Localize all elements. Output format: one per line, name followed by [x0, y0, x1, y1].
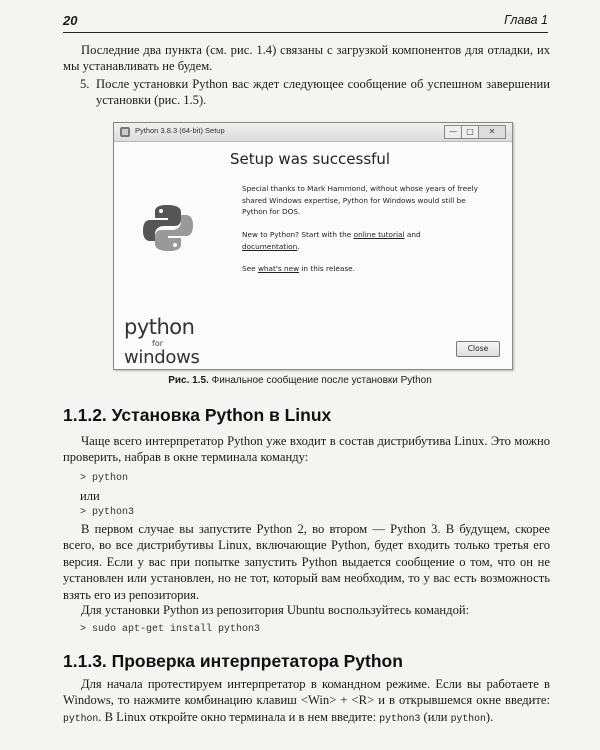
code-python: > python [80, 473, 129, 484]
check-paragraph: Для начала протестируем интерпретатор в командном режиме. Если вы работаете в Windows, то нажмите комбинацию клавиш <Win> + <R> и в открывшемся окне введите: python. В Linux откройте окно терминала и в нем введите: python3 (или python). [63, 677, 550, 724]
window-close-button[interactable]: ✕ [478, 125, 506, 139]
list-text: После установки Python вас ждет следующее сообщение об успешном завершении установки (рис. 1.5). [96, 77, 550, 108]
minimize-button[interactable]: — [444, 125, 462, 139]
window-controls [445, 125, 506, 138]
section-title-linux: 1.1.2. Установка Python в Linux [63, 405, 332, 425]
window-titlebar [114, 123, 512, 142]
figure-caption: Рис. 1.5. Финальное сообщение после установки Python [168, 375, 432, 386]
figure-label: Рис. 1.5. [168, 375, 209, 386]
linux-paragraph-2: В первом случае вы запустите Python 2, во втором — Python 3. В будущем, скорее всего, во все дистрибутивы Linux, включающие Python, будет входить только третья его версия. Если у вас при попытке запустить Python выдается сообщение о том, что он не установлен или установлен, но не тот, который вам необходим, то у вас есть возможность взять его из репозитория. [63, 522, 550, 602]
linux-paragraph-1: Чаще всего интерпретатор Python уже входит в состав дистрибутива Linux. Это можно проверить, набрав в окне терминала команду: [63, 434, 550, 465]
close-button[interactable]: Close [456, 341, 500, 357]
new-to-python-text: New to Python? Start with the online tutorial and documentation. [242, 230, 421, 251]
code-python3: > python3 [80, 507, 135, 518]
page-header [63, 12, 548, 33]
brand-for-text: for [152, 339, 163, 348]
maximize-button[interactable]: □ [461, 125, 479, 139]
installer-sidebar [114, 142, 214, 369]
chapter-title: Глава 1 [504, 13, 548, 27]
setup-heading: Setup was successful [230, 150, 391, 168]
whats-new-link[interactable]: what's new [257, 264, 300, 273]
intro-paragraph: Последние два пункта (см. рис. 1.4) связаны с загрузкой компонентов для отладки, их мы устанавливать не будем. [63, 43, 550, 74]
or-text: или [80, 489, 100, 503]
python-app-icon [119, 126, 131, 138]
section-title-check: 1.1.3. Проверка интерпретатора Python [63, 651, 403, 671]
code-apt-install: > sudo apt-get install python3 [80, 624, 261, 635]
installer-window [113, 122, 513, 370]
online-tutorial-link[interactable]: online tutorial [353, 230, 405, 239]
brand-windows-text: windows [124, 347, 200, 368]
python-logo-icon [142, 202, 194, 254]
page-number: 20 [63, 13, 78, 28]
thanks-text: Special thanks to Mark Hammond, without whose years of freely shared Windows expertise, Python for Windows would still be Python for DOS. [242, 184, 478, 216]
documentation-link[interactable]: documentation [242, 241, 298, 251]
whats-new-text: See what's new in this release. [242, 264, 355, 273]
list-number: 5. [80, 77, 90, 91]
brand-python-text: python [124, 315, 195, 339]
linux-paragraph-3: Для установки Python из репозитория Ubuntu воспользуйтесь командой: [81, 603, 470, 617]
window-title: Python 3.8.3 (64-bit) Setup [135, 126, 225, 135]
